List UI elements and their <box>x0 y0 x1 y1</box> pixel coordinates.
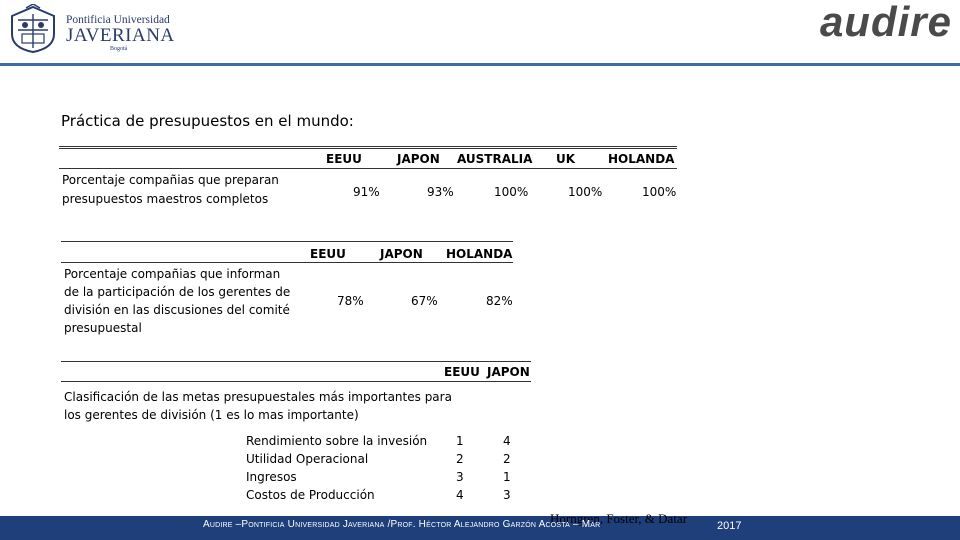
table-3-row-label: Ingresos <box>246 470 297 484</box>
table-1-col-australia: AUSTRALIA <box>457 152 533 166</box>
table-1-top-rule <box>59 146 677 147</box>
table-2-row-label-line3: división en las discusiones del comité <box>64 303 290 317</box>
table-2-row-label-line4: presupuestal <box>64 321 142 335</box>
slide-title: Práctica de presupuestos en el mundo: <box>61 112 354 130</box>
table-2-col-japon: JAPON <box>380 247 423 261</box>
table-1-value-australia: 100% <box>494 185 529 199</box>
header-divider <box>0 63 960 66</box>
table-3-col-japon: JAPON <box>487 365 530 379</box>
table-2-col-holanda: HOLANDA <box>446 247 513 261</box>
university-city: Bogotá <box>110 46 128 52</box>
audire-logo <box>774 0 956 45</box>
table-2-row-label-line1: Porcentaje compañias que informan <box>64 267 281 281</box>
footer-text: Audire –Pontificia Universidad Javeriana /Prof. Héctor Alejandro Garzón Acosta – Mar <box>203 519 601 530</box>
table-1-row-label-line2: presupuestos maestros completos <box>62 192 269 206</box>
table-1-col-eeuu: EEUU <box>326 152 362 166</box>
table-3-row-eeuu: 1 <box>456 434 464 448</box>
table-1-col-holanda: HOLANDA <box>608 152 675 166</box>
table-1-col-japon: JAPON <box>397 152 440 166</box>
table-1-header-rule <box>59 168 677 169</box>
table-2-row-label-line2: de la participación de los gerentes de <box>64 285 291 299</box>
table-3-row-japon: 4 <box>503 434 511 448</box>
table-2-value-holanda: 82% <box>486 294 513 308</box>
table-3-row-japon: 1 <box>503 470 511 484</box>
table-3-row-eeuu: 4 <box>456 488 464 502</box>
table-3-row-eeuu: 3 <box>456 470 464 484</box>
audire-brand-text: audire <box>819 0 952 45</box>
table-1-col-uk: UK <box>556 152 576 166</box>
table-3-row-eeuu: 2 <box>456 452 464 466</box>
table-2-col-eeuu: EEUU <box>310 247 346 261</box>
table-1-row-label-line1: Porcentaje compañias que preparan <box>62 173 279 187</box>
table-1-value-eeuu: 91% <box>353 185 380 199</box>
table-2-top-rule <box>61 241 513 242</box>
university-name-line1: Pontificia Universidad <box>66 14 170 26</box>
table-3-row-japon: 3 <box>503 488 511 502</box>
table-3-row-label: Costos de Producción <box>246 488 375 502</box>
table-1-value-holanda: 100% <box>642 185 677 199</box>
javeriana-logo <box>6 4 176 54</box>
table-3-heading-line2: los gerentes de división (1 es lo mas importante) <box>64 408 359 422</box>
table-2-value-japon: 67% <box>411 294 438 308</box>
table-3-row-japon: 2 <box>503 452 511 466</box>
table-3-header-rule <box>61 381 531 382</box>
footer-year: 2017 <box>717 520 742 532</box>
table-3-col-eeuu: EEUU <box>444 365 480 379</box>
table-1-value-uk: 100% <box>568 185 603 199</box>
source-citation: Horngren, Foster, & Datar <box>550 511 688 526</box>
table-2-header-rule <box>61 262 513 263</box>
table-3-top-rule <box>61 361 531 362</box>
table-3-row-label: Utilidad Operacional <box>246 452 369 466</box>
university-crest-icon <box>6 4 60 54</box>
university-name-line2: JAVERIANA <box>66 25 175 46</box>
table-2-value-eeuu: 78% <box>337 294 364 308</box>
table-1-top-rule-2 <box>59 148 677 149</box>
table-3-row-label: Rendimiento sobre la invesión <box>246 434 428 448</box>
table-1-value-japon: 93% <box>427 185 454 199</box>
table-3-heading-line1: Clasificación de las metas presupuestales más importantes para <box>64 390 452 404</box>
